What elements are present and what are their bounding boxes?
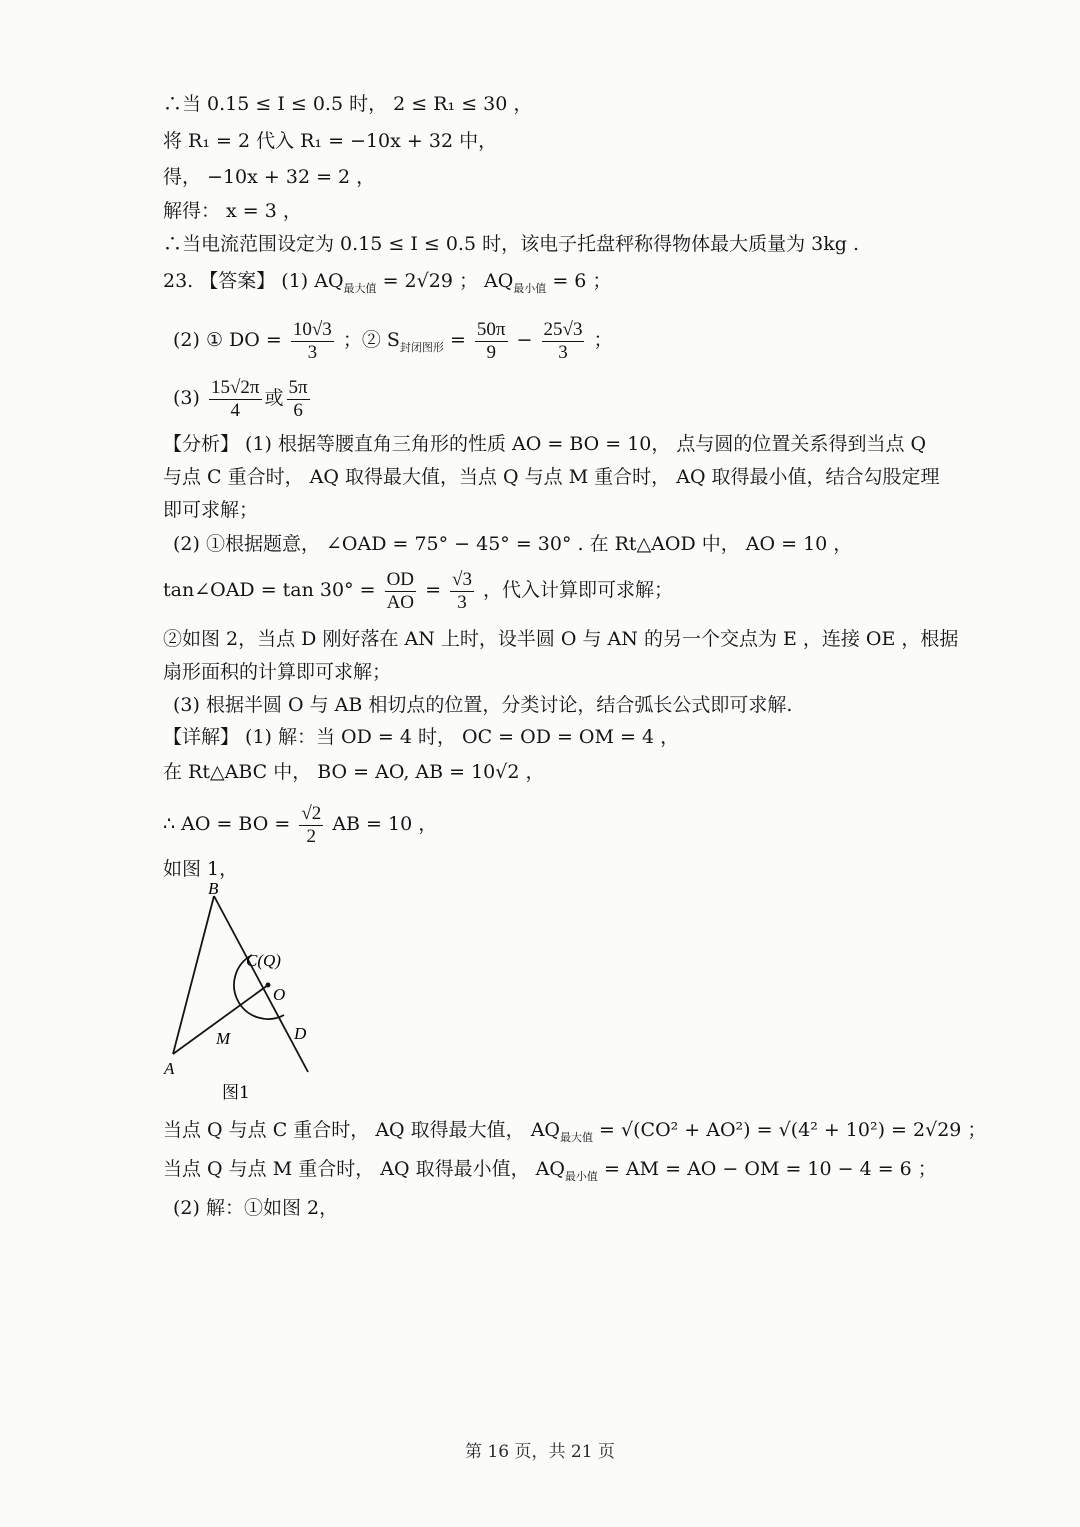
label-d: D: [294, 1024, 307, 1043]
fraction: $\frac{15√2\pi}{4}$: [210, 376, 260, 421]
text-line: 将 R₁ = 2 代入 R₁ = −10x + 32 中，: [163, 130, 498, 152]
label-m: M: [216, 1029, 231, 1048]
text-line: ②如图 2，当点 D 刚好落在 AN 上时，设半圆 O 与 AN 的另一个交点为 E ，连接 OE ，根据: [163, 628, 959, 650]
text-line: 解得： x = 3 ，: [163, 200, 302, 222]
text-line: 扇形面积的计算即可求解；: [163, 661, 392, 683]
fraction: $\frac{10√3}{3}$: [292, 318, 332, 363]
answer-line-3: (3) $\frac{15√2\pi}{4}$ 或 $\frac{5\pi}{6}$: [173, 376, 308, 421]
text-line: (2) ①根据题意， ∠OAD = 75° − 45° = 30° . 在 Rt△AOD 中， AO = 10 ，: [173, 533, 853, 555]
text-line: (2) 解：①如图 2，: [173, 1197, 339, 1219]
detail-heading: 【详解】 (1) 解：当 OD = 4 时， OC = OD = OM = 4 ，: [163, 726, 680, 748]
fraction: $\frac{OD}{AO}$: [386, 568, 415, 613]
fraction: $\frac{5\pi}{6}$: [288, 376, 308, 421]
text-line: 得， −10x + 32 = 2 ，: [163, 166, 376, 188]
text-line: 当点 Q 与点 C 重合时， AQ 取得最大值， $AQ_{最大值} = √(CO^2 + AO^2) = √(4^2 + 10^2) = 2√29$ ；: [163, 1119, 987, 1144]
label-cq: C(Q): [246, 951, 281, 970]
figure-caption: 图1: [222, 1083, 250, 1103]
text-line: ∴当 0.15 ≤ I ≤ 0.5 时， 2 ≤ R₁ ≤ 30 ，: [163, 93, 533, 115]
fraction: $\frac{50\pi}{9}$: [476, 318, 506, 363]
text-line: (3) 根据半圆 O 与 AB 相切点的位置，分类讨论，结合弧长公式即可求解.: [173, 694, 793, 716]
fraction: $\frac{25√3}{3}$: [543, 318, 583, 363]
analysis-heading: 【分析】 (1) 根据等腰直角三角形的性质 AO = BO = 10， 点与圆的位置关系得到当点 Q: [163, 433, 927, 455]
label-o: O: [273, 985, 286, 1004]
center-point-o: [266, 983, 271, 988]
text-line: 在 Rt△ABC 中， BO = AO, AB = 10√2 ，: [163, 761, 545, 783]
fraction: $\frac{√2}{2}$: [301, 802, 322, 847]
text-line: 如图 1，: [163, 858, 239, 880]
text-line: 当点 Q 与点 M 重合时， AQ 取得最小值， $AQ_{最小值}$ = AM = AO − OM = 10 − 4 = 6 ；: [163, 1158, 937, 1183]
geometry-figure-1: [158, 882, 328, 1104]
label-b: B: [208, 882, 219, 898]
page-footer: 第 16 页，共 21 页: [465, 1442, 615, 1462]
tan-line: tan∠OAD = tan 30° = $\frac{OD}{AO}$ = $\frac{√3}{3}$ ，代入计算即可求解；: [163, 568, 674, 613]
answer-line-2: (2) ① DO = $\frac{10√3}{3}$ ；② $S_{封闭图形}$ = $\frac{50\pi}{9}$ − $\frac{25√3}{3}$ ；: [173, 318, 613, 363]
answer-line-1: 23. 【答案】 (1) $AQ_{最大值} = 2√29$ ； $AQ_{最小值} = 6$ ；: [163, 270, 612, 295]
text-line: 与点 C 重合时， AQ 取得最大值，当点 Q 与点 M 重合时， AQ 取得最小值，结合勾股定理: [163, 466, 940, 488]
text-line: ∴当电流范围设定为 0.15 ≤ I ≤ 0.5 时，该电子托盘秤称得物体最大质量为 3kg .: [163, 233, 859, 255]
label-a: A: [164, 1059, 175, 1078]
segment-ab: [173, 896, 214, 1054]
fraction: $\frac{√3}{3}$: [452, 568, 472, 613]
text-line: ∴ AO = BO = $\frac{√2}{2}$ AB = 10 ，: [163, 802, 438, 847]
text-line: 即可求解；: [163, 499, 259, 521]
